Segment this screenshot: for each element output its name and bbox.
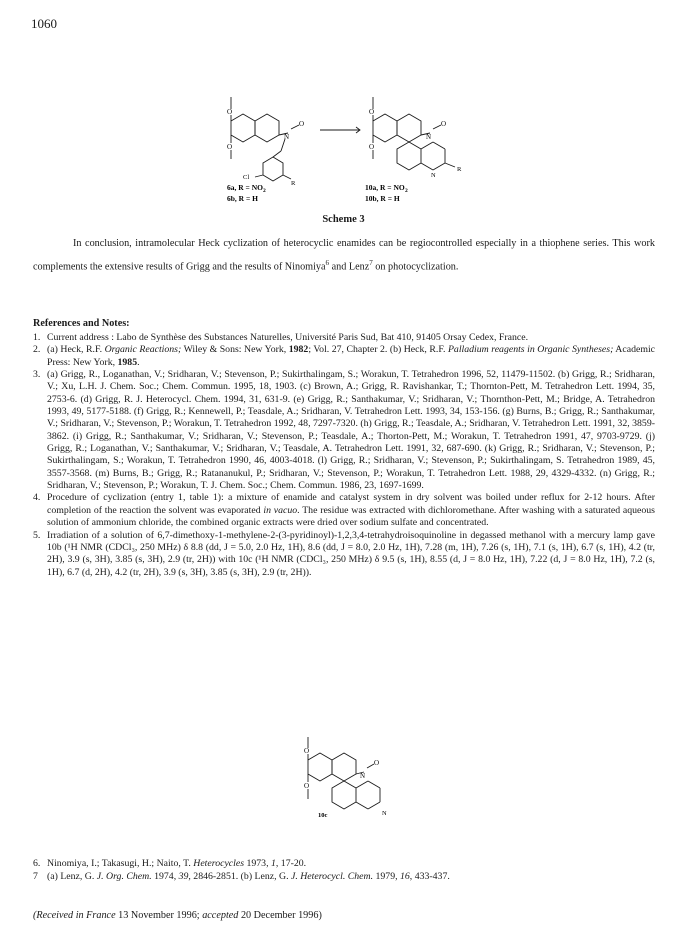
reference-item: 1. Current address : Labo de Synthèse des Substances Naturelles, Université Paris Sud, Bat 410, 91405 Orsay Cedex, France.: [33, 332, 529, 343]
atom-o: O: [304, 782, 310, 790]
reference-item: 7 (a) Lenz, G. J. Org. Chem. 1974, 39, 2846-2851. (b) Lenz, G. J. Heterocycl. Chem. 1979, 16, 433-437.: [33, 870, 450, 882]
references-list-continued: [33, 858, 655, 883]
atom-o: O: [369, 108, 375, 116]
atom-n: N: [382, 810, 387, 817]
atom-n: N: [431, 172, 436, 179]
atom-o: O: [304, 747, 310, 755]
atom-o: O: [227, 143, 233, 151]
compound-10c-figure: [290, 735, 400, 857]
subscript-2: 2: [263, 188, 266, 194]
reference-item: 3. (a) Grigg, R., Loganathan, V.; Sridharan, V.; Stevenson, P.; Sukirthalingam, S.; Worakun, T. Tetrahedron 1996, 52, 11479-11502. (b) Grigg, R.; Sridharan, V.; Xu, L.H. J. Chem. Soc.; Chem. Commun. 1995, 18, 1903. (c) Brown, A.; Grigg, R. Ravishankar, T.; Thornton-Pett, M. Tetrahedron Lett. 1994, 35, 2753-6. (d) Grigg, R. J. Heterocycl. Chem. 1994, 31, 631-9. (e) Grigg, R.; Santhakumar, V.; Sridharan, V.; Thornthon-Pett, M.; Bridge, A. Tetrahedron 1993, 49, 5177-5188. (f) Grigg, R.; Kennewell, P.; Teasdale, A.; Sridharan, V. Tetrahedron Lett. 1993, 34, 153-156. (g) Burns, B.; Grigg, R.; Santhakumar, V.; Sridharan, V.; Stevenson, P.; Worakun, T. Tetrahedron 1992, 48, 7297-7320. (h) Grigg, R.; Teasdale, A.; Sridharan, V. Tetrahedron Lett. 1991, 32, 3859-3862. (i) Grigg, R.; Santhakumar, V.; Sridharan, V.; Stevenson, P.; Teasdale, A.; Thorton-Pett, M.; Worakun, T. Tetrahedron 1991, 47, 9703-9729. (j) Grigg, R.; Loganathan, V.; Santhakumar, V.; Sridharan, V.; Teasdale, A. Tetrahedron Lett. 1991, 32, 687-690. (k) Grigg, R.; Sridharan, V.; Stevenson, P.; Sukirthalingam, S.; Worakun, T. Tetrahedron 1990, 46, 4003-4018. (l) Grigg, R.; Sridharan, V.; Stevenson, P.; Sukirthalingam, S. Tetrahedron 1989, 45, 3557-3568. (m) Burns, B.; Grigg, R.; Ratananukul, P.; Sridharan, V.; Stevenson, P.; Worakun, T. Tetrahedron Lett. 1988, 29, 4329-4332. (n) Grigg, R.; Sridharan, V.; Stevenson, P.; Worakun, T. J. Chem. Soc.; Chem. Commun. 1986, 23, 1697-1699.: [33, 369, 655, 492]
reference-item: 4. Procedure of cyclization (entry 1, table 1): a mixture of enamide and catalyst system in dry solvent was boiled under reflux for 2-12 hours. After completion of the reaction the solvent was evaporated in vacuo. The residue was extracted with dichloromethane. After washing with a saturated aqueous solution of ammonium chloride, the combined organic extracts were dried over sodium sulfate and concentrated.: [33, 492, 655, 529]
atom-n: N: [284, 133, 290, 141]
reference-item: 2. (a) Heck, R.F. Organic Reactions; Wiley & Sons: New York, 1982; Vol. 27, Chapter 2. (b) Heck, R.F. Palladium reagents in Organic Syntheses; Academic Press: New York, 1985.: [33, 344, 656, 368]
atom-n: N: [360, 772, 366, 780]
compound-label-10b: 10b, R = H: [365, 194, 400, 203]
compound-label-10a: 10a, R = NO: [365, 183, 405, 192]
atom-cl: Cl: [243, 174, 250, 181]
compound-label-10c: 10c: [318, 812, 328, 819]
atom-r: R: [457, 166, 462, 173]
references-list: [33, 332, 655, 579]
atom-o: O: [374, 759, 380, 767]
atom-o: O: [441, 120, 447, 128]
atom-o: O: [299, 120, 305, 128]
scheme-title: Scheme 3: [322, 214, 365, 225]
atom-o: O: [227, 108, 233, 116]
reference-item: 6. Ninomiya, I.; Takasugi, H.; Naito, T. Heterocycles 1973, 1, 17-20.: [33, 858, 307, 869]
received-note: (Received in France 13 November 1996; accepted 20 December 1996): [33, 910, 322, 921]
reference-item: 5. Irradiation of a solution of 6,7-dimethoxy-1-methylene-2-(3-pyridinoyl)-1,2,3,4-tetrahydroisoquinoline in degassed methanol with a mercury lamp gave 10b (¹H NMR (CDCl₃, 250 MHz) δ 8.8 (dd, J = 5.0, 2.0 Hz, 1H), 8.6 (dd, J = 8.0, 2.0 Hz, 1H), 7.28 (m, 1H), 7.26 (s, 1H), 7.1 (s, 1H), 6.7 (s, 1H), 4.2 (tr, 2H), 3.9 (s, 3H), 3.85 (s, 3H), 2.9 (tr, 2H)) with 10c (¹H NMR (CDCl₃, 250 MHz) δ 9.5 (s, 1H), 8.55 (d, J = 8.0 Hz, 1H), 7.22 (d, J = 8.0 Hz, 1H), 7.2 (s, 1H), 6.7 (d, 2H), 4.2 (tr, 2H), 3.9 (s, 3H), 3.85 (s, 3H), 2.9 (tr, 2H)).: [33, 529, 655, 578]
subscript-2: 2: [405, 188, 408, 194]
scheme-3-figure: [195, 95, 485, 210]
compound-label-6a: 6a, R = NO: [227, 183, 263, 192]
page-number: 1060: [31, 16, 57, 31]
atom-o: O: [369, 143, 375, 151]
atom-r: R: [291, 180, 296, 187]
conclusion-paragraph: In conclusion, intramolecular Heck cyclization of heterocyclic enamides can be regiocontrolled especially in a thiophene series. This work complements the extensive results of Grigg and the results of Ninomiya$^6$ and Lenz$^7$ on photocyclization.: [33, 238, 655, 272]
references-heading: References and Notes:: [33, 318, 130, 329]
compound-label-6b: 6b, R = H: [227, 194, 258, 203]
atom-n: N: [426, 133, 432, 141]
